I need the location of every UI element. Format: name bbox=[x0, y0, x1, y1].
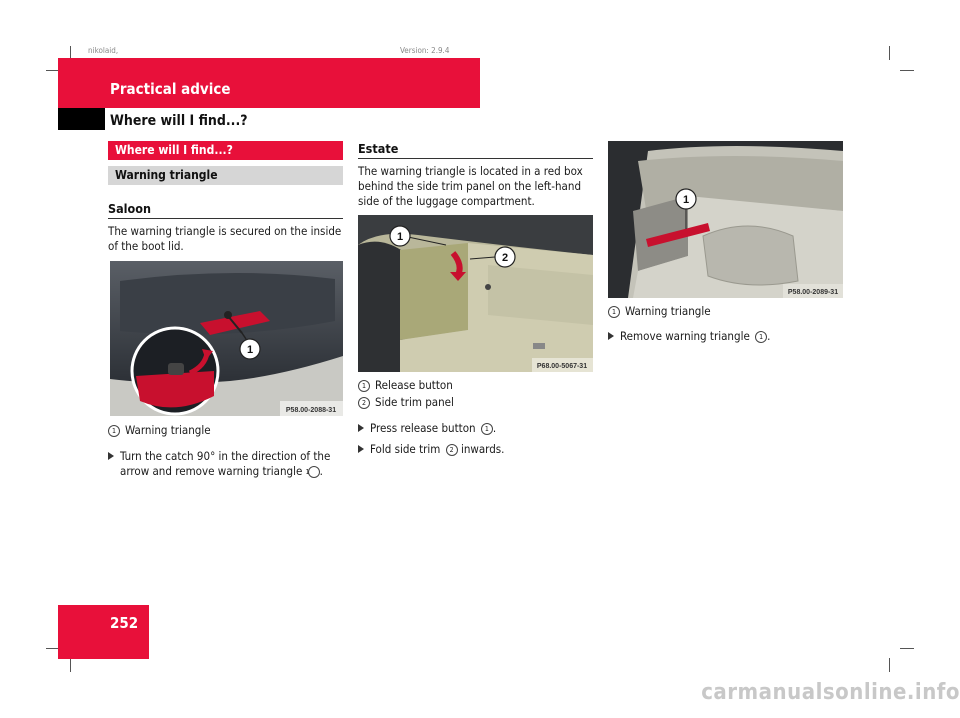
page-subtitle: Where will I find...? bbox=[110, 113, 248, 129]
legend-item bbox=[358, 378, 453, 393]
callout-marker: 1 bbox=[481, 423, 493, 435]
saloon-paragraph: The warning triangle is secured on the inside of the boot lid. bbox=[108, 224, 342, 253]
callout-marker: 2 bbox=[358, 397, 370, 409]
arrow-icon bbox=[608, 332, 614, 340]
estate-heading: Estate bbox=[358, 141, 399, 156]
arrow-icon bbox=[108, 452, 114, 460]
subsection-bar: Warning triangle bbox=[108, 166, 343, 185]
estate-triangle-photo bbox=[608, 141, 843, 298]
header-tab bbox=[58, 108, 105, 130]
saloon-photo bbox=[110, 261, 343, 416]
arrow-icon bbox=[358, 424, 364, 432]
crop-mark bbox=[900, 648, 914, 649]
svg-text:P68.00-5067-31: P68.00-5067-31 bbox=[536, 363, 588, 370]
crop-mark bbox=[889, 658, 890, 672]
estate-photo bbox=[358, 215, 593, 372]
callout-marker: 1 bbox=[308, 466, 320, 478]
callout-marker: 2 bbox=[446, 444, 458, 456]
svg-text:1: 1 bbox=[682, 194, 690, 206]
legend-item bbox=[108, 423, 211, 438]
legend-label: Side trim panel bbox=[375, 395, 454, 409]
callout-marker: 1 bbox=[755, 331, 767, 343]
legend-label: Release button bbox=[375, 378, 453, 392]
instruction-step bbox=[358, 442, 504, 457]
step-text-end: . bbox=[492, 421, 497, 435]
crop-mark bbox=[70, 658, 71, 672]
legend-label: Warning triangle bbox=[625, 304, 711, 318]
section-bar: Where will I find...? bbox=[108, 141, 343, 160]
section-title: Practical advice bbox=[110, 80, 231, 98]
step-text: Turn the catch 90° in the direction of the arrow and remove warning triangle bbox=[120, 449, 331, 478]
crop-mark bbox=[900, 70, 914, 71]
svg-text:2: 2 bbox=[501, 252, 509, 264]
meta-author: nikolaid, bbox=[88, 46, 119, 55]
arrow-icon bbox=[358, 445, 364, 453]
svg-text:P58.00-2089-31: P58.00-2089-31 bbox=[787, 289, 839, 296]
watermark: carmanualsonline.info bbox=[701, 680, 960, 705]
step-text: Remove warning triangle bbox=[620, 329, 750, 343]
callout-marker: 1 bbox=[108, 425, 120, 437]
step-text-end: inwards. bbox=[457, 442, 505, 456]
heading-rule bbox=[108, 218, 343, 219]
step-text: Fold side trim bbox=[370, 442, 441, 456]
legend-item bbox=[608, 304, 711, 319]
instruction-step bbox=[608, 329, 770, 344]
step-text-end: . bbox=[767, 329, 771, 343]
legend-label: Warning triangle bbox=[125, 423, 211, 437]
instruction-step bbox=[108, 449, 355, 479]
saloon-heading: Saloon bbox=[108, 201, 151, 216]
svg-text:1: 1 bbox=[246, 344, 254, 356]
step-text-end: . bbox=[319, 464, 323, 478]
page-number: 252 bbox=[110, 614, 139, 632]
estate-paragraph: The warning triangle is located in a red box behind the side trim panel on the left-hand side of the luggage compartment. bbox=[358, 164, 583, 208]
heading-rule bbox=[358, 158, 593, 159]
callout-marker: 1 bbox=[358, 380, 370, 392]
callout-marker: 1 bbox=[608, 306, 620, 318]
svg-text:1: 1 bbox=[396, 231, 404, 243]
svg-text:P58.00-2088-31: P58.00-2088-31 bbox=[285, 407, 337, 414]
meta-version: Version: 2.9.4 bbox=[400, 46, 450, 55]
step-text: Press release button bbox=[370, 421, 476, 435]
instruction-step bbox=[358, 421, 496, 436]
legend-item bbox=[358, 395, 454, 410]
crop-mark bbox=[889, 46, 890, 60]
